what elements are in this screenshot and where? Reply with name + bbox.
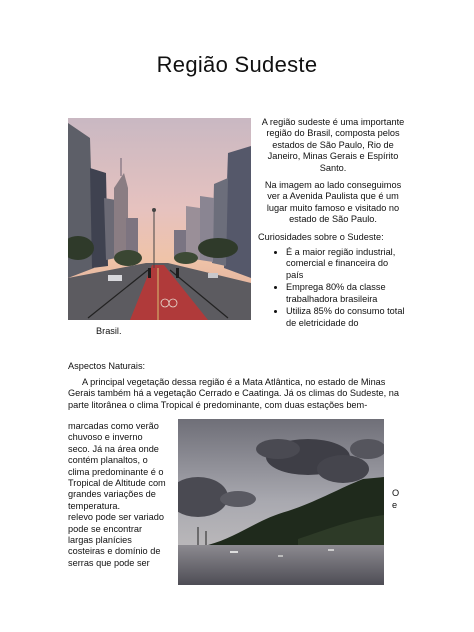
text-line: relevo pode ser variado — [68, 512, 165, 523]
aspectos-heading: Aspectos Naturais: — [68, 361, 146, 371]
text-line: chuvoso e inverno — [68, 432, 143, 443]
text-line: contém planaltos, o — [68, 455, 148, 466]
text-line: Tropical de Altitude com — [68, 478, 166, 489]
list-item: • Emprega 80% da classe trabalhadora brasileira — [286, 282, 408, 305]
aspectos-paragraph-text: A principal vegetação dessa região é a Mata Atlântica, no estado de Minas Gerais também há a vegetação Cerrado e Caatinga. Já os climas do Sudeste, na parte litorânea o clima Tropical é predominante, com duas estações bem- — [68, 377, 399, 410]
bullet-continuation: Brasil. — [96, 326, 122, 336]
wrapped-text-column — [68, 421, 176, 569]
intro-paragraph-1: A região sudeste é uma importante região do Brasil, composta pelos estados de São Paulo, Rio de Janeiro, Minas Gerais e Espírito Santo. — [261, 117, 405, 173]
list-item: • Utiliza 85% do consumo total de eletricidade do — [286, 306, 408, 329]
text-line: grandes variações de — [68, 489, 156, 500]
curiosidades-list — [258, 247, 408, 329]
text-line: seco. Já na área onde — [68, 443, 159, 454]
wrapped-letter: e — [392, 500, 398, 510]
aspectos-paragraph — [68, 377, 408, 411]
text-line: clima predominante é o — [68, 466, 164, 477]
page-title: Região Sudeste — [156, 52, 318, 77]
text-line: costeiras e domínio de — [68, 546, 161, 557]
text-line: marcadas como verão — [68, 421, 159, 431]
text-line: temperatura. — [68, 500, 121, 511]
curiosidades-heading: Curiosidades sobre o Sudeste: — [258, 231, 384, 242]
list-item: • É a maior região industrial, comercial e financeira do país — [286, 247, 408, 281]
coastal-landscape-photo — [178, 419, 384, 585]
text-line: largas planícies — [68, 535, 132, 546]
text-line: serras que pode ser — [68, 557, 150, 568]
intro-paragraph-2: Na imagem ao lado conseguimos ver a Avenida Paulista que é um lugar muito famoso e visitado no estado de São Paulo. — [264, 180, 402, 225]
text-line: pode se encontrar — [68, 523, 143, 534]
avenida-paulista-photo — [68, 118, 251, 320]
intro-text-column — [258, 117, 408, 330]
wrapped-letter: O — [392, 488, 400, 498]
